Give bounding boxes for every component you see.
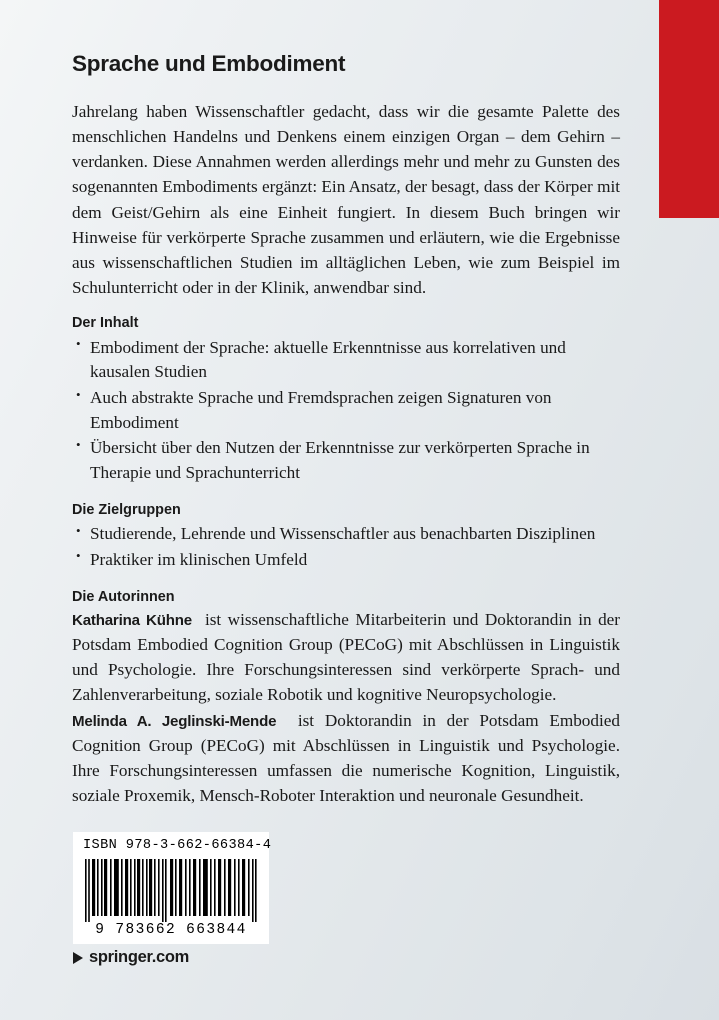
barcode-bars-icon	[83, 859, 259, 922]
red-accent-band	[659, 0, 719, 218]
play-triangle-icon	[73, 952, 83, 964]
author-bio-text: ist wissenschaftliche Mitarbeiterin und Doktorandin in der Potsdam Embodied Cognition Group (PECoG) mit Abschlüssen in Linguistik und Psychologie. Ihre Forschungsinteressen sind verkörperte Sprach- und Zahlenverarbeitung, soziale Robotik und kognitive Neuropsychologie.	[72, 609, 621, 704]
section-heading-zielgruppen: Die Zielgruppen	[72, 501, 181, 518]
blurb-paragraph: Jahrelang haben Wissenschaftler gedacht, dass wir die gesamte Palette des menschlichen Handelns und Denkens einem einzigen Organ – dem Gehirn – verdanken. Diese Annahmen werden allerdings mehr und mehr zu Gunsten des sogenannten Embodiments ergänzt: Ein Ansatz, der besagt, dass der Körper mit dem Geist/Gehirn als eine Einheit fungiert. In diesem Buch bringen wir Hinweise für verkörperte Sprache zusammen und erläutern, wie die Ergebnisse aus wissenschaftlichen Studien im alltäglichen Leben, wie zum Beispiel im Schulunterricht oder in der Klinik, anwendbar sind.	[72, 101, 620, 298]
bullet-list-inhalt	[72, 334, 620, 486]
list-item: • Embodiment der Sprache: aktuelle Erkenntnisse aus korrelativen und kausalen Studien	[72, 336, 620, 385]
bullet-list-zielgruppen	[72, 520, 620, 572]
publisher-logo[interactable]	[73, 948, 189, 967]
isbn-label: ISBN 978-3-662-66384-4	[83, 838, 272, 853]
author-name: Melinda A. Jeglinski-Mende	[72, 712, 277, 730]
author-bio-1	[72, 607, 620, 708]
page-title: Sprache und Embodiment	[72, 51, 346, 76]
section-heading-autorinnen: Die Autorinnen	[72, 588, 175, 605]
list-item: • Auch abstrakte Sprache und Fremdsprachen zeigen Signaturen von Embodiment	[72, 386, 620, 435]
cover-content-column	[72, 0, 620, 808]
author-bio-2	[72, 708, 620, 809]
list-item: • Übersicht über den Nutzen der Erkenntnisse zur verkörperten Sprache in Therapie und Sprachunterricht	[72, 436, 620, 485]
section-heading-inhalt: Der Inhalt	[72, 315, 139, 332]
ean-digits: 9 783662 663844	[95, 921, 247, 938]
author-bio-text: ist Doktorandin in der Potsdam Embodied Cognition Group (PECoG) mit Abschlüssen in Linguistik und Psychologie. Ihre Forschungsinteressen umfassen die numerische Kognition, Linguistik, soziale Proxemik, Mensch-Roboter Interaktion und neuronale Gesundheit.	[72, 710, 620, 805]
list-item: • Studierende, Lehrende und Wissenschaftler aus benachbarten Disziplinen	[72, 522, 620, 547]
list-item: • Praktiker im klinischen Umfeld	[72, 548, 620, 573]
publisher-wordmark: springer.com	[89, 948, 190, 966]
isbn-barcode	[73, 832, 272, 944]
author-name: Katharina Kühne	[72, 611, 192, 629]
